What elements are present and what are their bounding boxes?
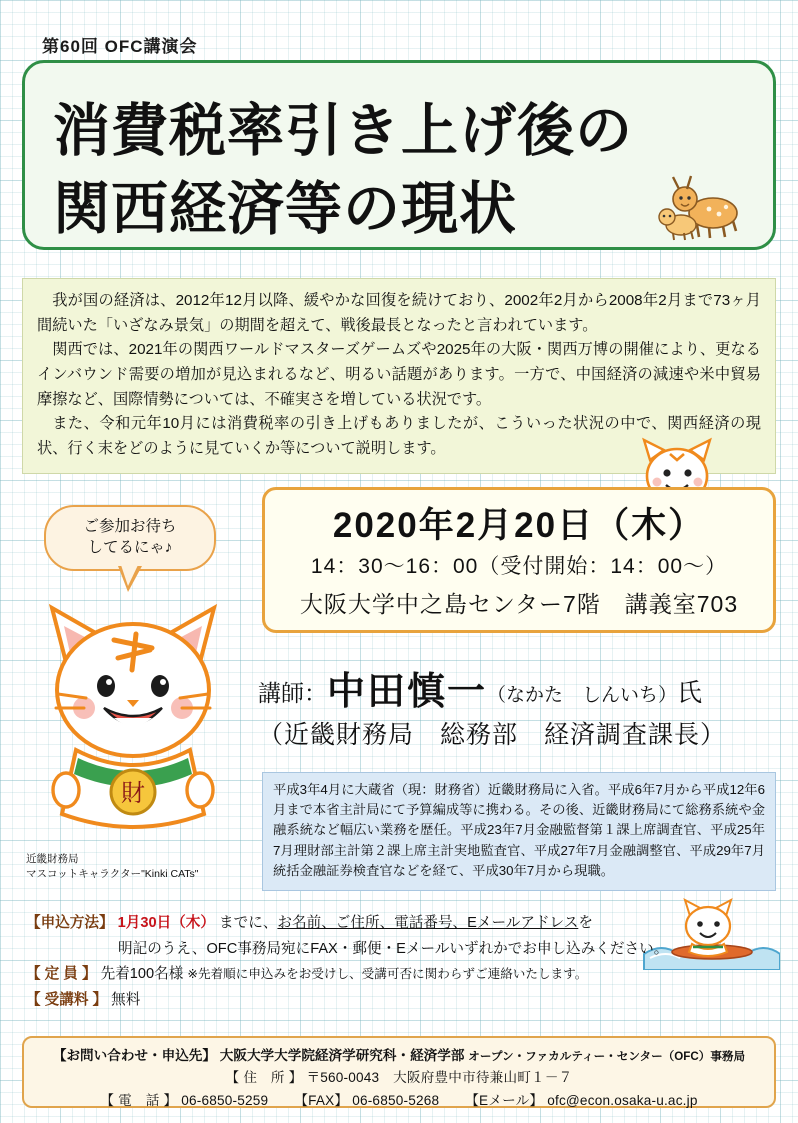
- deer-mascot-icon: [651, 159, 747, 241]
- intro-paragraph-1: 我が国の経済は、2012年12月以降、緩やかな回復を続けており、2002年2月から2008年2月まで73ヶ月間続いた「いざなみ景気」の期間を超えて、戦後最長となったと言われています。: [37, 292, 761, 334]
- title-panel: [22, 60, 776, 250]
- fee-value: 無料: [111, 991, 141, 1008]
- contact-heading: [36, 1045, 762, 1067]
- fee-label: 【 受講料 】: [26, 991, 108, 1008]
- event-series-label: 第60回 OFC講演会: [42, 37, 198, 56]
- speaker-suffix: 氏: [677, 679, 703, 707]
- contact-office: オープン・ファカルティー・センター（OFC）事務局: [468, 1050, 746, 1063]
- application-required-items: お名前、ご住所、電話番号、Eメールアドレス: [277, 915, 579, 931]
- capacity-note: ※先着順に申込みをお受けし、受講可否に関わらずご連絡いたします。: [187, 967, 588, 982]
- mascot-caption: [26, 852, 246, 882]
- speaker-affiliation: （近畿財務局 総務部 経済調査課長）: [258, 721, 727, 749]
- contact-tel-value: 06-6850-5259: [181, 1092, 269, 1108]
- contact-heading-label: 【お問い合わせ・申込先】: [52, 1048, 216, 1063]
- application-method-row: [26, 912, 666, 935]
- capacity-label: 【 定 員 】: [26, 966, 97, 983]
- contact-mail-value[interactable]: ofc@econ.osaka-u.ac.jp: [547, 1092, 698, 1108]
- capacity-value: 先着100名様: [100, 966, 184, 983]
- fee-row: [26, 989, 666, 1012]
- contact-organization: 大阪大学大学院経済学研究科・経済学部: [219, 1048, 465, 1063]
- cat-mascot-large-icon: [22, 578, 244, 838]
- intro-paragraph-3: また、令和元年10月には消費税率の引き上げもありましたが、こういった状況の中で、関西経済の現状、行く末をどのように見ていくか等について説明します。: [37, 415, 761, 457]
- contact-mail-label: 【Eメール】: [465, 1092, 544, 1108]
- bubble-line-2: してるにゃ♪: [87, 539, 173, 556]
- event-date: 2020年2月20日（木）: [332, 506, 706, 545]
- contact-address-value: 〒560-0043 大阪府豊中市待兼山町１－７: [306, 1070, 573, 1086]
- contact-tel-row: [36, 1090, 762, 1112]
- application-method-text-2: を: [578, 915, 593, 931]
- title-line-1: 消費税率引き上げ後の: [53, 99, 633, 163]
- mascot-caption-line-1: 近畿財務局: [26, 853, 79, 865]
- application-info: [26, 912, 669, 1014]
- contact-address-row: [36, 1067, 762, 1089]
- mascot-caption-line-2: マスコットキャラクター"Kinki CATs": [26, 868, 199, 881]
- contact-tel-label: 【 電 話 】: [100, 1092, 178, 1108]
- application-deadline: 1月30日（木）: [117, 915, 215, 931]
- speaker-name: 中田慎一: [327, 671, 488, 713]
- speaker-bio-panel: 平成3年4月に大蔵省（現：財務省）近畿財務局に入省。平成6年7月から平成12年6月まで本省主計局にて予算編成等に携わる。その後、近畿財務局にて総務系統や金融系統など幅広い業務を歴任。平成23年7月金融監督第１課上席調査官、平成25年7月理財部主計第２課上席主計実地監査官、平成27年7月金融調整官、平成29年7月統括金融証券検査官などを経て、平成30年7月から現職。: [262, 772, 776, 891]
- schedule-panel: [262, 487, 776, 633]
- application-method-label: 【申込方法】: [26, 915, 114, 931]
- speaker-line: [258, 660, 778, 715]
- contact-address-label: 【 住 所 】: [225, 1070, 303, 1086]
- speaker-kana: （なかた しんいち）: [487, 685, 678, 706]
- contact-fax-label: 【FAX】: [294, 1092, 349, 1108]
- event-venue: 大阪大学中之島センター7階 講義室703: [299, 591, 739, 617]
- svg-text:財: 財: [121, 779, 145, 807]
- contact-panel: [22, 1036, 776, 1108]
- contact-fax-value: 06-6850-5268: [352, 1092, 440, 1108]
- event-time: 14：30〜16：00（受付開始：14：00〜）: [310, 555, 728, 578]
- title-line-2: 関西経済等の現状: [53, 177, 517, 241]
- bubble-line-1: ご参加お待ち: [83, 518, 177, 536]
- speech-bubble: [44, 505, 216, 571]
- capacity-row: [26, 963, 666, 986]
- speaker-label: 講師：: [258, 680, 327, 706]
- application-method-text-1: までに、: [219, 915, 278, 931]
- application-method-line-2: 明記のうえ、OFC事務局宛にFAX・郵便・Eメールいずれかでお申し込みください。: [118, 940, 669, 957]
- intro-paragraph-2: 関西では、2021年の関西ワールドマスターズゲームズや2025年の大阪・関西万博の開催により、更なるインバウンド需要の増加が見込まれるなど、明るい話題があります。一方で、中国経済の減速や米中貿易摩擦など、国際情勢については、不確実さを増している状況です。: [37, 341, 761, 408]
